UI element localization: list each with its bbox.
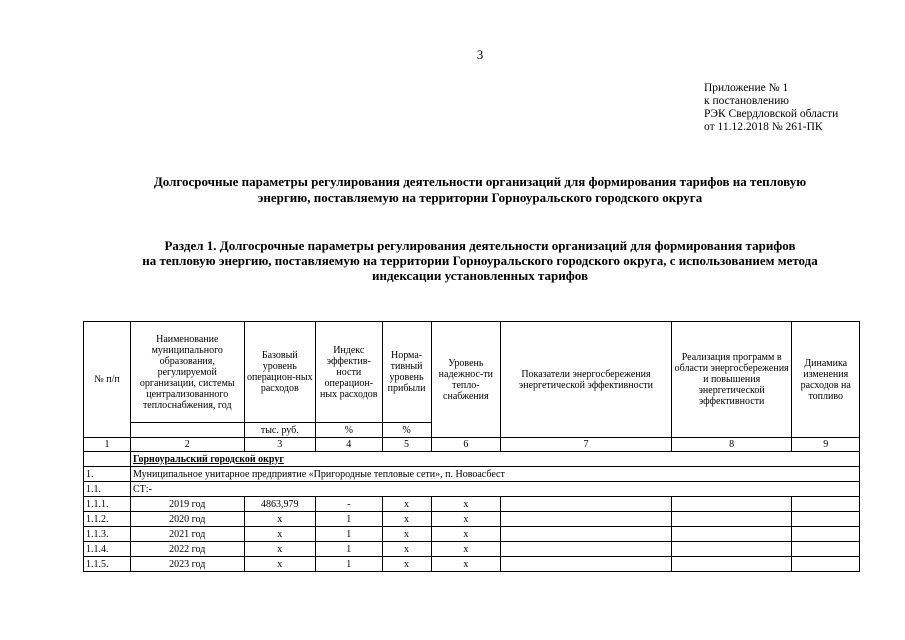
appendix-line: Приложение № 1 [704, 82, 789, 94]
units-index: % [316, 423, 382, 438]
column-number: 3 [244, 438, 316, 452]
row-energy-indicators [501, 557, 672, 572]
section-title-line: Раздел 1. Долгосрочные параметры регулирования деятельности организаций для формирования тарифов [164, 238, 796, 253]
column-number: 2 [131, 438, 244, 452]
header-num: № п/п [84, 322, 131, 438]
row-year: 2021 год [131, 527, 244, 542]
row-efficiency-index: 1 [316, 542, 382, 557]
row-energy-indicators [501, 497, 672, 512]
row-num: 1.1.4. [84, 542, 131, 557]
row-efficiency-index: 1 [316, 527, 382, 542]
row-num: 1.1.3. [84, 527, 131, 542]
row-fuel-dynamics [792, 557, 860, 572]
column-number: 8 [671, 438, 792, 452]
row-reliability: х [431, 512, 501, 527]
row-reliability: х [431, 557, 501, 572]
row-reliability: х [431, 497, 501, 512]
row-efficiency-index: - [316, 497, 382, 512]
header-energy-indicators: Показатели энергосбережения энергетической эффективности [501, 322, 672, 438]
row-normative-profit: х [382, 512, 431, 527]
row-year: 2020 год [131, 512, 244, 527]
row-base-opex: 4863,979 [244, 497, 316, 512]
row-efficiency-index: 1 [316, 557, 382, 572]
header-normative-profit: Норма-тивный уровень прибыли [382, 322, 431, 423]
system-name: СТ:- [131, 482, 860, 497]
row-fuel-dynamics [792, 512, 860, 527]
row-fuel-dynamics [792, 527, 860, 542]
row-energy-programs [671, 497, 792, 512]
row-num: 1.1.2. [84, 512, 131, 527]
appendix-line: от 11.12.2018 № 261-ПК [704, 121, 823, 133]
units-empty [131, 423, 244, 438]
header-efficiency-index: Индекс эффектив-ности операцион-ных расходов [316, 322, 382, 423]
section-title-line: на тепловую энергию, поставляемую на территории Горноуральского городского округа, с использованием метода [142, 253, 818, 268]
system-row [84, 482, 860, 497]
title-line: Долгосрочные параметры регулирования деятельности организаций для формирования тарифов на тепловую [153, 174, 807, 189]
district-row [84, 452, 860, 467]
row-year: 2019 год [131, 497, 244, 512]
system-num: 1.1. [84, 482, 131, 497]
row-normative-profit: х [382, 497, 431, 512]
row-fuel-dynamics [792, 542, 860, 557]
district-name: Горноуральский городской округ [133, 453, 284, 465]
table-row [84, 542, 860, 557]
organization-row [84, 467, 860, 482]
header-fuel-dynamics: Динамика изменения расходов на топливо [792, 322, 860, 438]
table-row [84, 512, 860, 527]
row-fuel-dynamics [792, 497, 860, 512]
row-base-opex: х [244, 542, 316, 557]
row-num: 1.1.5. [84, 557, 131, 572]
column-number: 7 [501, 438, 672, 452]
table-row [84, 557, 860, 572]
column-number: 9 [792, 438, 860, 452]
row-year: 2022 год [131, 542, 244, 557]
units-norm: % [382, 423, 431, 438]
row-energy-indicators [501, 527, 672, 542]
column-number: 4 [316, 438, 382, 452]
district-empty-cell [84, 452, 131, 467]
column-number: 1 [84, 438, 131, 452]
row-year: 2023 год [131, 557, 244, 572]
table-row [84, 527, 860, 542]
table-header-row [84, 322, 860, 423]
appendix-line: РЭК Свердловской области [704, 108, 839, 120]
row-reliability: х [431, 542, 501, 557]
section-title [60, 238, 900, 283]
table-row [84, 497, 860, 512]
appendix-line: к постановлению [704, 95, 789, 107]
parameters-table [83, 321, 860, 572]
row-num: 1.1.1. [84, 497, 131, 512]
row-energy-programs [671, 557, 792, 572]
row-energy-indicators [501, 542, 672, 557]
row-energy-indicators [501, 512, 672, 527]
row-energy-programs [671, 542, 792, 557]
column-number-row [84, 438, 860, 452]
row-energy-programs [671, 512, 792, 527]
page-number: 3 [476, 47, 484, 62]
appendix-block [704, 82, 838, 134]
document-title [60, 174, 900, 206]
column-number: 6 [431, 438, 501, 452]
section-title-line: индексации установленных тарифов [372, 268, 588, 283]
row-base-opex: х [244, 527, 316, 542]
row-normative-profit: х [382, 542, 431, 557]
column-number: 5 [382, 438, 431, 452]
row-normative-profit: х [382, 527, 431, 542]
title-line: энергию, поставляемую на территории Горноуральского городского округа [257, 190, 703, 205]
row-base-opex: х [244, 557, 316, 572]
row-reliability: х [431, 527, 501, 542]
units-base: тыс. руб. [244, 423, 316, 438]
row-normative-profit: х [382, 557, 431, 572]
row-base-opex: х [244, 512, 316, 527]
org-num: 1. [84, 467, 131, 482]
row-efficiency-index: 1 [316, 512, 382, 527]
header-name: Наименование муниципального образования, регулируемой организации, системы централизованного теплоснабжения, год [131, 322, 244, 423]
header-base-opex: Базовый уровень операцион-ных расходов [244, 322, 316, 423]
header-energy-programs: Реализация программ в области энергосбережения и повышения энергетической эффективности [671, 322, 792, 438]
org-name: Муниципальное унитарное предприятие «Пригородные тепловые сети», п. Новоасбест [131, 467, 860, 482]
row-energy-programs [671, 527, 792, 542]
header-reliability: Уровень надежнос-ти тепло-снабжения [431, 322, 501, 438]
